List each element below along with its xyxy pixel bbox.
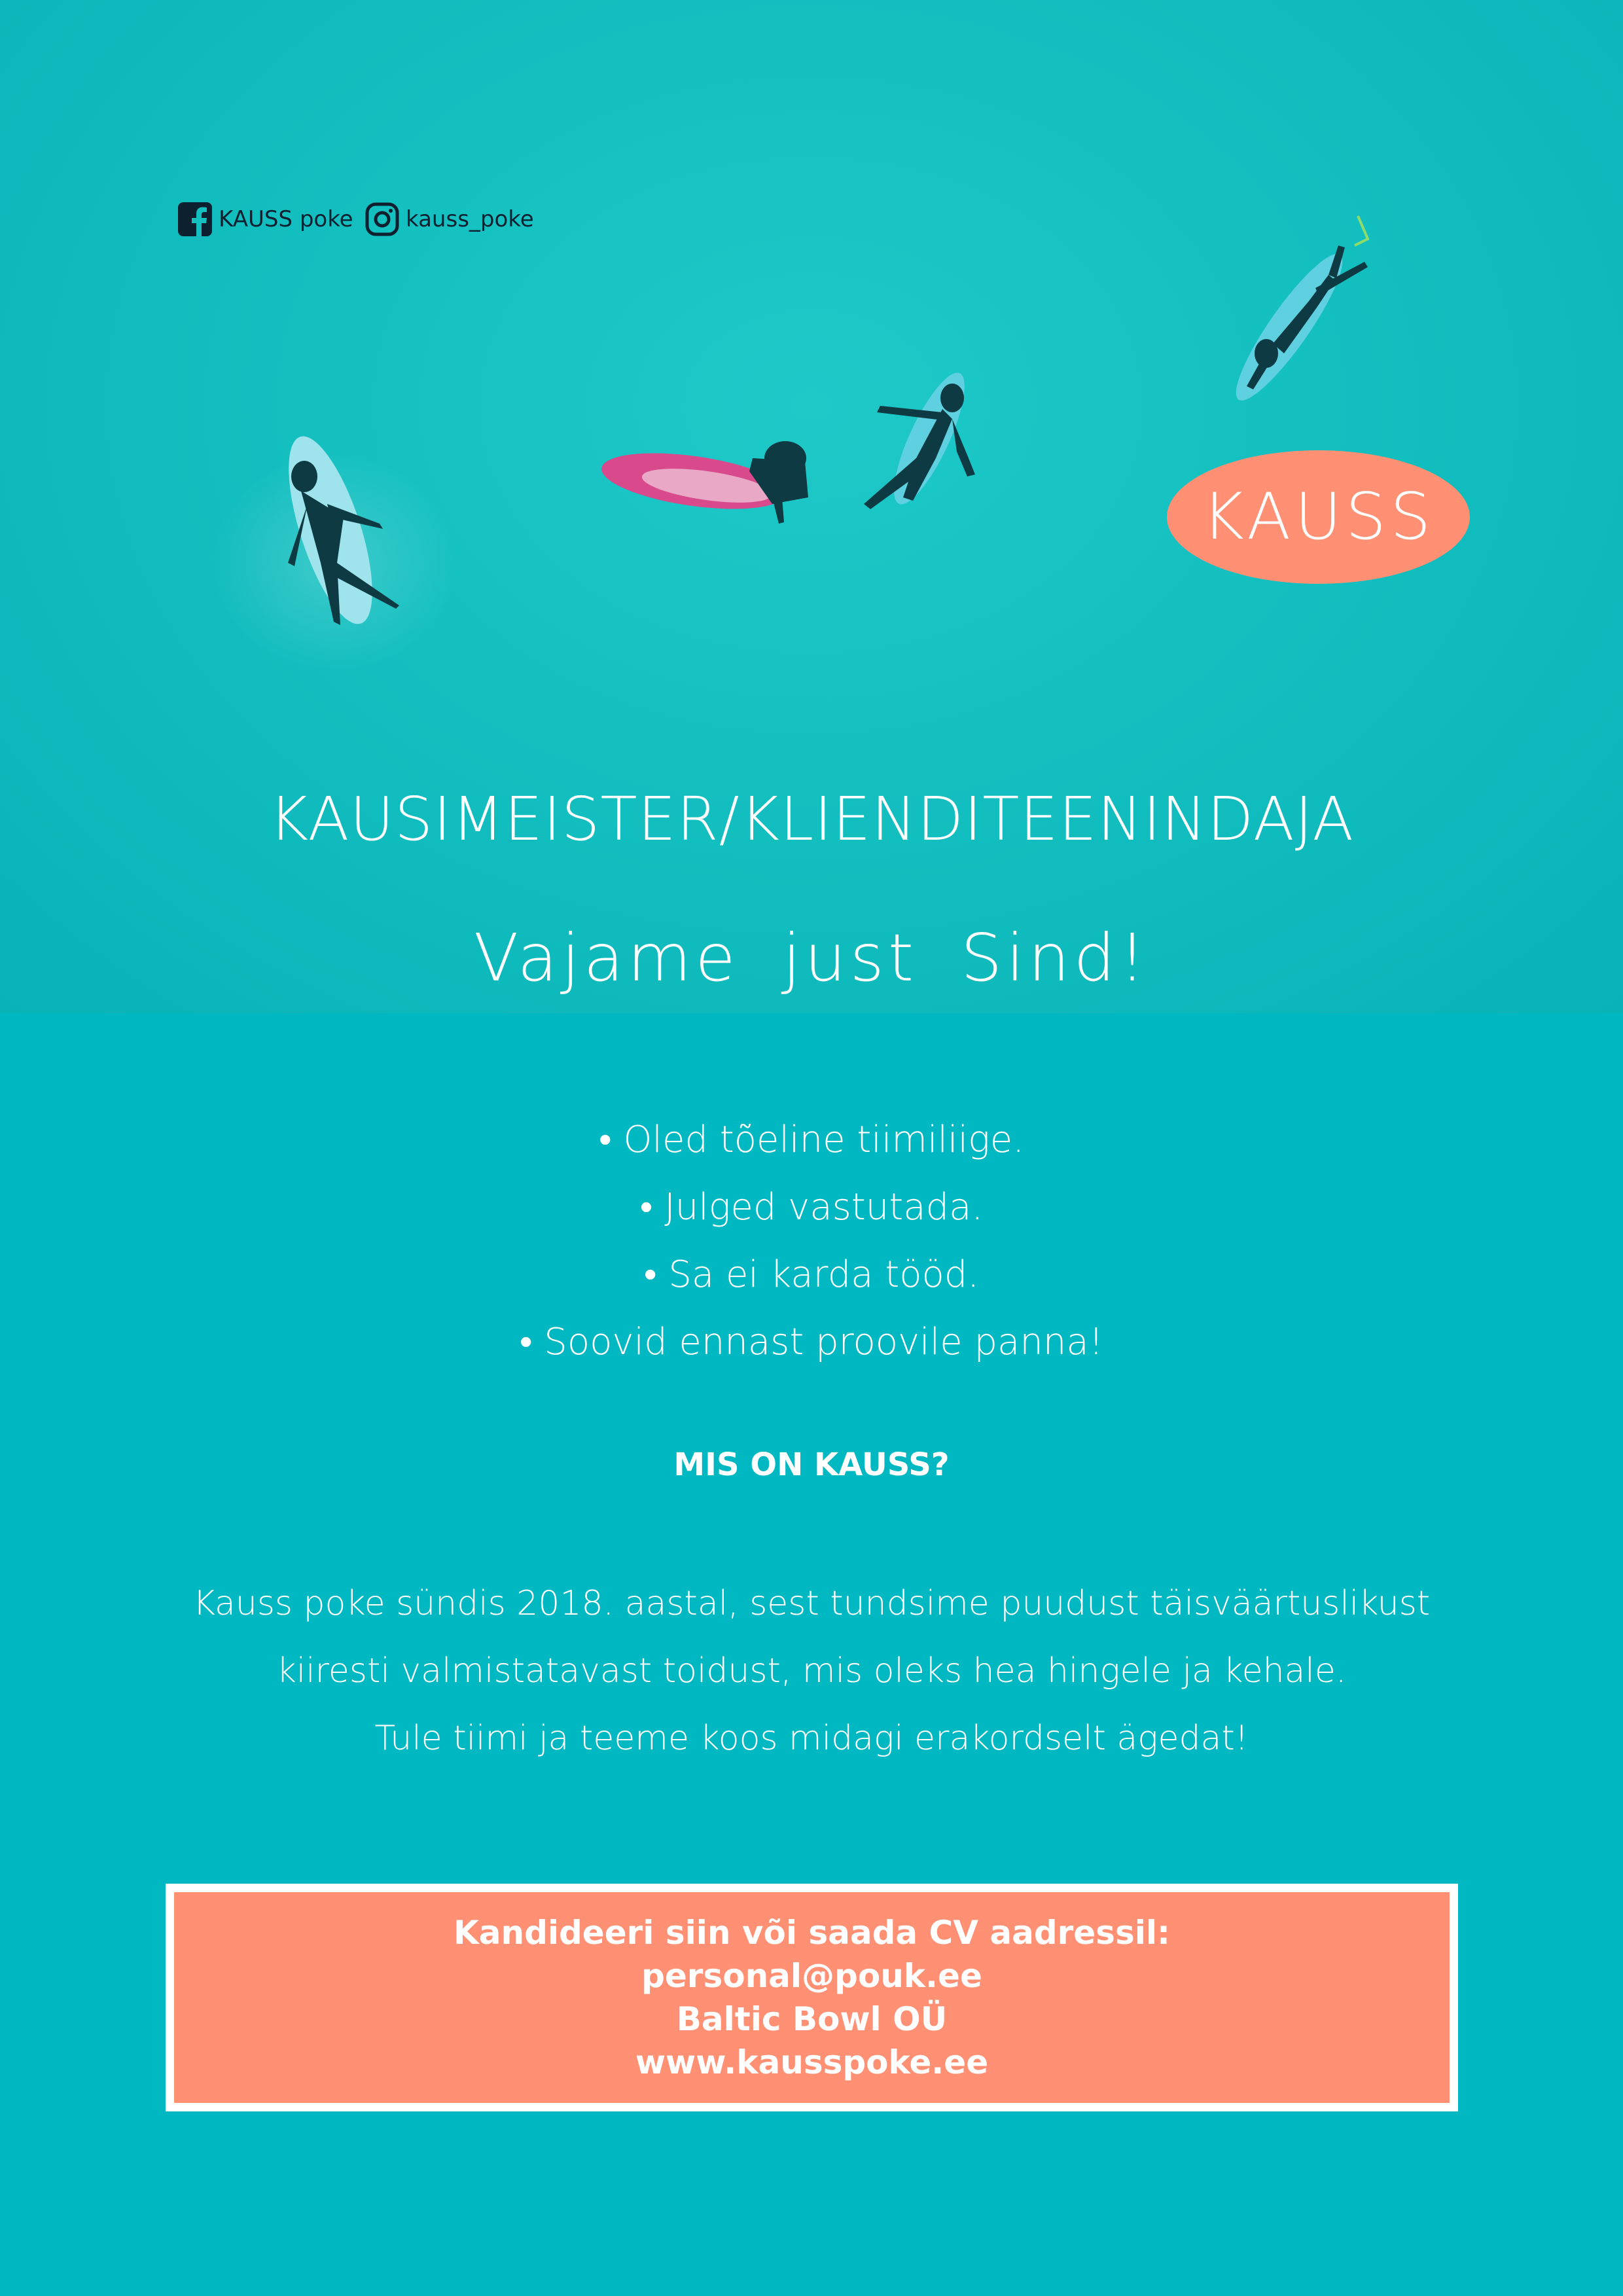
facebook-label: KAUSS poke	[219, 206, 353, 232]
requirements-list	[0, 1106, 1623, 1376]
cta-text: Kandideeri siin või saada CV aadressil:	[454, 1914, 1170, 1952]
about-line: Tule tiimi ja teeme koos midagi erakordselt ägedat!	[374, 1719, 1249, 1758]
kauss-logo: KAUSS	[1167, 450, 1470, 584]
surfer-right	[1222, 216, 1368, 411]
list-item: • Julged vastutada.	[639, 1186, 984, 1229]
instagram-icon	[365, 202, 399, 236]
surfer-center	[864, 365, 978, 512]
list-item: • Oled tõeline tiimiliige.	[598, 1119, 1025, 1161]
about-line: Kauss poke sündis 2018. aastal, sest tundsime puudust täisväärtuslikust	[192, 1584, 1431, 1623]
surfer-left	[209, 427, 458, 674]
surfer-pink-board	[598, 441, 808, 524]
list-item: • Sa ei karda tööd.	[643, 1253, 980, 1296]
job-title: KAUSIMEISTER/KLIENDITEENINDAJA	[268, 784, 1355, 854]
list-item: • Soovid ennast proovile panna!	[519, 1321, 1104, 1363]
email-link[interactable]: personal@pouk.ee	[641, 1957, 982, 1995]
website-link[interactable]: www.kausspoke.ee	[635, 2043, 989, 2081]
cta-content	[174, 1892, 1450, 2103]
cta-box	[166, 1884, 1458, 2111]
section-heading: MIS ON KAUSS?	[673, 1446, 950, 1483]
about-text	[0, 1570, 1623, 1772]
instagram-label: kauss_poke	[406, 206, 534, 232]
instagram-link[interactable]	[365, 200, 534, 239]
hero-image	[0, 0, 1623, 1013]
facebook-icon	[178, 202, 212, 236]
company-name: Baltic Bowl OÜ	[676, 2000, 948, 2038]
headline: Vajame just Sind!	[473, 920, 1150, 996]
facebook-link[interactable]	[178, 200, 353, 239]
about-line: kiiresti valmistatavast toidust, mis oleks hea hingele ja kehale.	[276, 1651, 1347, 1691]
